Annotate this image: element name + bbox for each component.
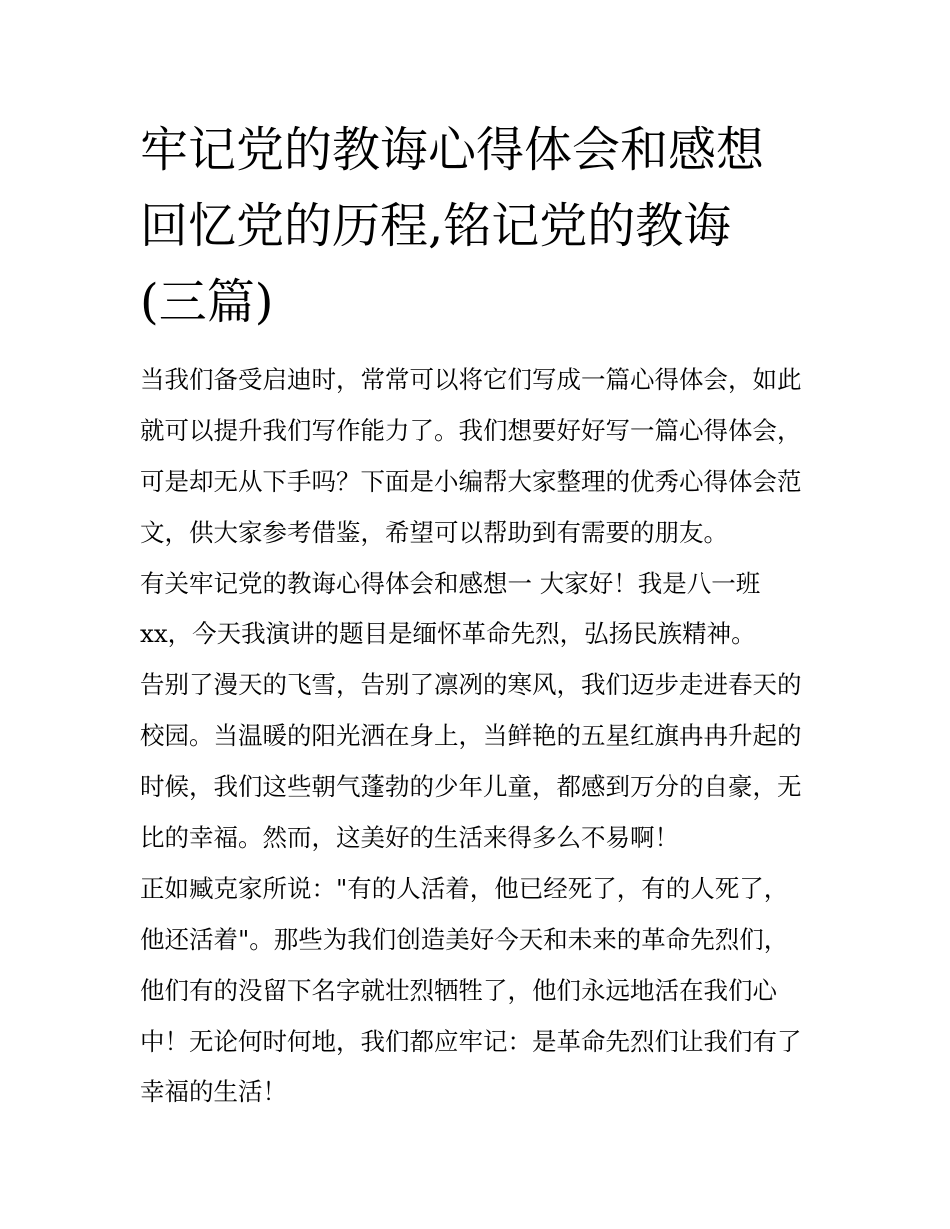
body-line: 有关牢记党的教诲心得体会和感想一 大家好！我是八一班 — [140, 568, 761, 598]
body-line: 告别了漫天的飞雪，告别了凛冽的寒风，我们迈步走进春天的 — [140, 670, 802, 700]
body-line: 正如臧克家所说："有的人活着，他已经死了，有的人死了， — [140, 873, 789, 903]
body-line: 可是却无从下手吗？下面是小编帮大家整理的优秀心得体会范 — [140, 466, 802, 496]
title-line: 牢记党的教诲心得体会和感想 — [140, 122, 765, 178]
document-body — [140, 355, 830, 1118]
body-line: 中！无论何时何地，我们都应牢记：是革命先烈们让我们有了 — [140, 1026, 802, 1056]
body-line: 文，供大家参考借鉴，希望可以帮助到有需要的朋友。 — [140, 517, 728, 547]
title-line: 回忆党的历程,铭记党的教诲 — [140, 198, 732, 254]
body-line: 他们有的没留下名字就壮烈牺牲了，他们永远地活在我们心 — [140, 975, 777, 1005]
body-line: 当我们备受启迪时，常常可以将它们写成一篇心得体会，如此 — [140, 365, 802, 394]
body-line: xx，今天我演讲的题目是缅怀革命先烈，弘扬民族精神。 — [140, 619, 756, 649]
document-title — [140, 112, 820, 340]
body-line: 幸福的生活！ — [140, 1077, 287, 1107]
body-line: 校园。当温暖的阳光洒在身上，当鲜艳的五星红旗冉冉升起的 — [140, 721, 802, 751]
body-line: 时候，我们这些朝气蓬勃的少年儿童，都感到万分的自豪，无 — [140, 772, 802, 802]
body-line: 就可以提升我们写作能力了。我们想要好好写一篇心得体会， — [140, 415, 802, 445]
title-line: (三篇) — [140, 274, 274, 330]
body-line: 比的幸福。然而，这美好的生活来得多么不易啊！ — [140, 823, 679, 853]
body-line: 他还活着"。那些为我们创造美好今天和未来的革命先烈们， — [140, 924, 789, 954]
